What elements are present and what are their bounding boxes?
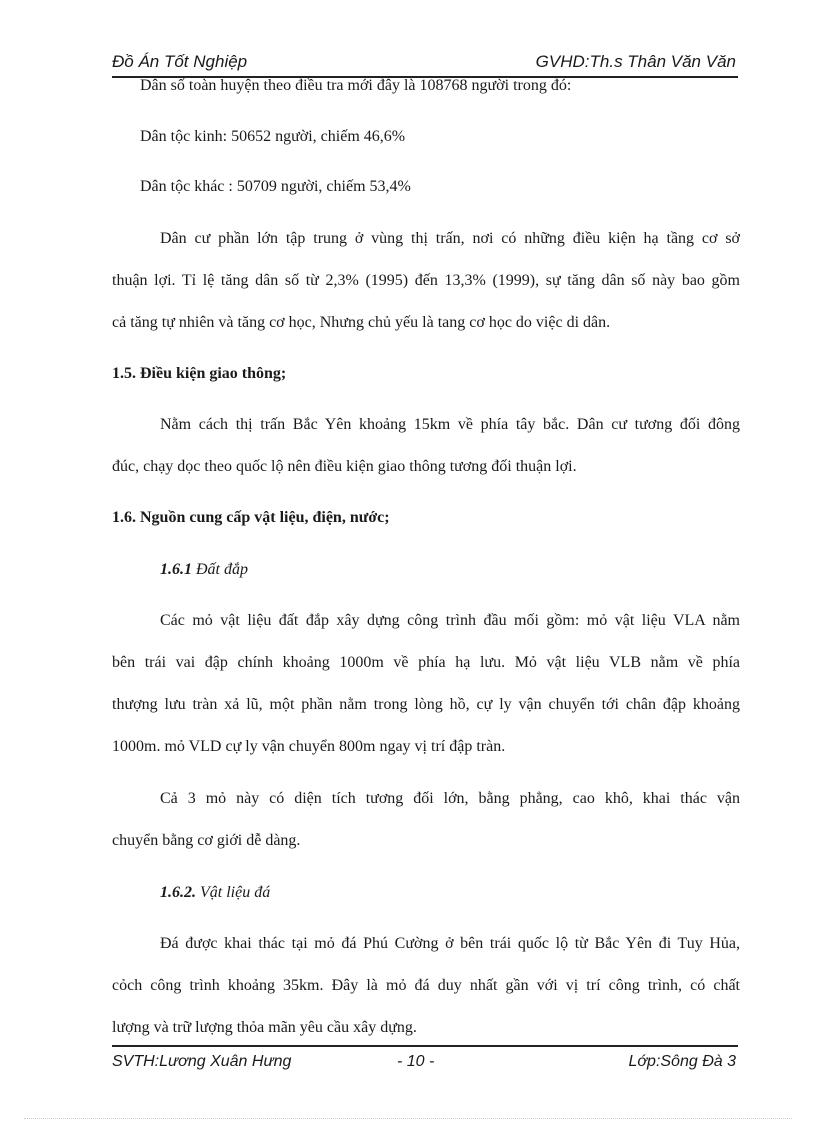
footer-rule	[112, 1045, 738, 1047]
paragraph-line: Đá được khai thác tại mỏ đá Phú Cường ở bên trái quốc lộ từ Bắc Yên đi Tuy Hủa,	[160, 935, 740, 952]
header-title: Đồ Án Tốt Nghiệp	[112, 52, 248, 71]
page-header	[112, 50, 738, 78]
section-heading-1-5: 1.5. Điều kiện giao thông;	[112, 365, 287, 382]
paragraph-line: cỏch công trình khoảng 35km. Đây là mỏ đá duy nhất gần với vị trí công trình, có chất	[112, 977, 740, 994]
page-footer	[112, 1045, 738, 1075]
paragraph-line: Các mỏ vật liệu đất đắp xây dựng công trình đầu mối gồm: mỏ vật liệu VLA nằm	[160, 612, 740, 629]
footer-student: SVTH:Lương Xuân Hưng	[112, 1053, 292, 1070]
subsection-title: Đất đắp	[192, 561, 248, 578]
paragraph-population: Dân số toàn huyện theo điều tra mới đây là 108768 người trong đó:	[140, 77, 572, 94]
paragraph-line: thượng lưu tràn xả lũ, một phần nằm trong lòng hồ, cự ly vận chuyển tới chân đập khoảng	[112, 696, 740, 713]
paragraph-line: Cả 3 mỏ này có diện tích tương đối lớn, bằng phẳng, cao khô, khai thác vận	[160, 790, 740, 807]
page-number: - 10 -	[397, 1053, 435, 1070]
paragraph-line: lượng và trữ lượng thỏa mãn yêu cầu xây dựng.	[112, 1019, 417, 1036]
subsection-title: Vật liệu đá	[196, 884, 271, 901]
paragraph-line: Nằm cách thị trấn Bắc Yên khoảng 15km về phía tây bắc. Dân cư tương đối đông	[160, 416, 740, 433]
header-advisor: GVHD:Th.s Thân Văn Văn	[535, 52, 736, 71]
paragraph-line: đúc, chạy dọc theo quốc lộ nên điều kiện giao thông tương đối thuận lợi.	[112, 458, 577, 475]
paragraph-line: thuận lợi. Tỉ lệ tăng dân số từ 2,3% (1995) đến 13,3% (1999), sự tăng dân số này bao gồm	[112, 272, 740, 289]
paragraph-line: cả tăng tự nhiên và tăng cơ học, Nhưng chủ yếu là tang cơ học do việc di dân.	[112, 314, 611, 331]
paragraph-other-ethnic: Dân tộc khác : 50709 người, chiếm 53,4%	[140, 178, 411, 195]
subsection-number: 1.6.2.	[160, 884, 196, 901]
section-heading-1-6: 1.6. Nguồn cung cấp vật liệu, điện, nước;	[112, 509, 390, 526]
paragraph-line: 1000m. mỏ VLD cự ly vận chuyển 800m ngay vị trí đập tràn.	[112, 738, 506, 755]
subsection-number: 1.6.1	[160, 561, 192, 578]
page-edge-divider	[24, 1118, 792, 1119]
subsection-heading-1-6-2	[160, 884, 270, 902]
paragraph-line: bên trái vai đập chính khoảng 1000m về phía hạ lưu. Mỏ vật liệu VLB nằm về phía	[112, 654, 740, 671]
paragraph-line: Dân cư phần lớn tập trung ở vùng thị trấn, nơi có những điều kiện hạ tầng cơ sở	[160, 230, 740, 247]
paragraph-line: chuyển bằng cơ giới dễ dàng.	[112, 832, 301, 849]
footer-class: Lớp:Sông Đà 3	[628, 1053, 736, 1070]
paragraph-kinh: Dân tộc kinh: 50652 người, chiếm 46,6%	[140, 128, 406, 145]
subsection-heading-1-6-1	[160, 561, 248, 579]
